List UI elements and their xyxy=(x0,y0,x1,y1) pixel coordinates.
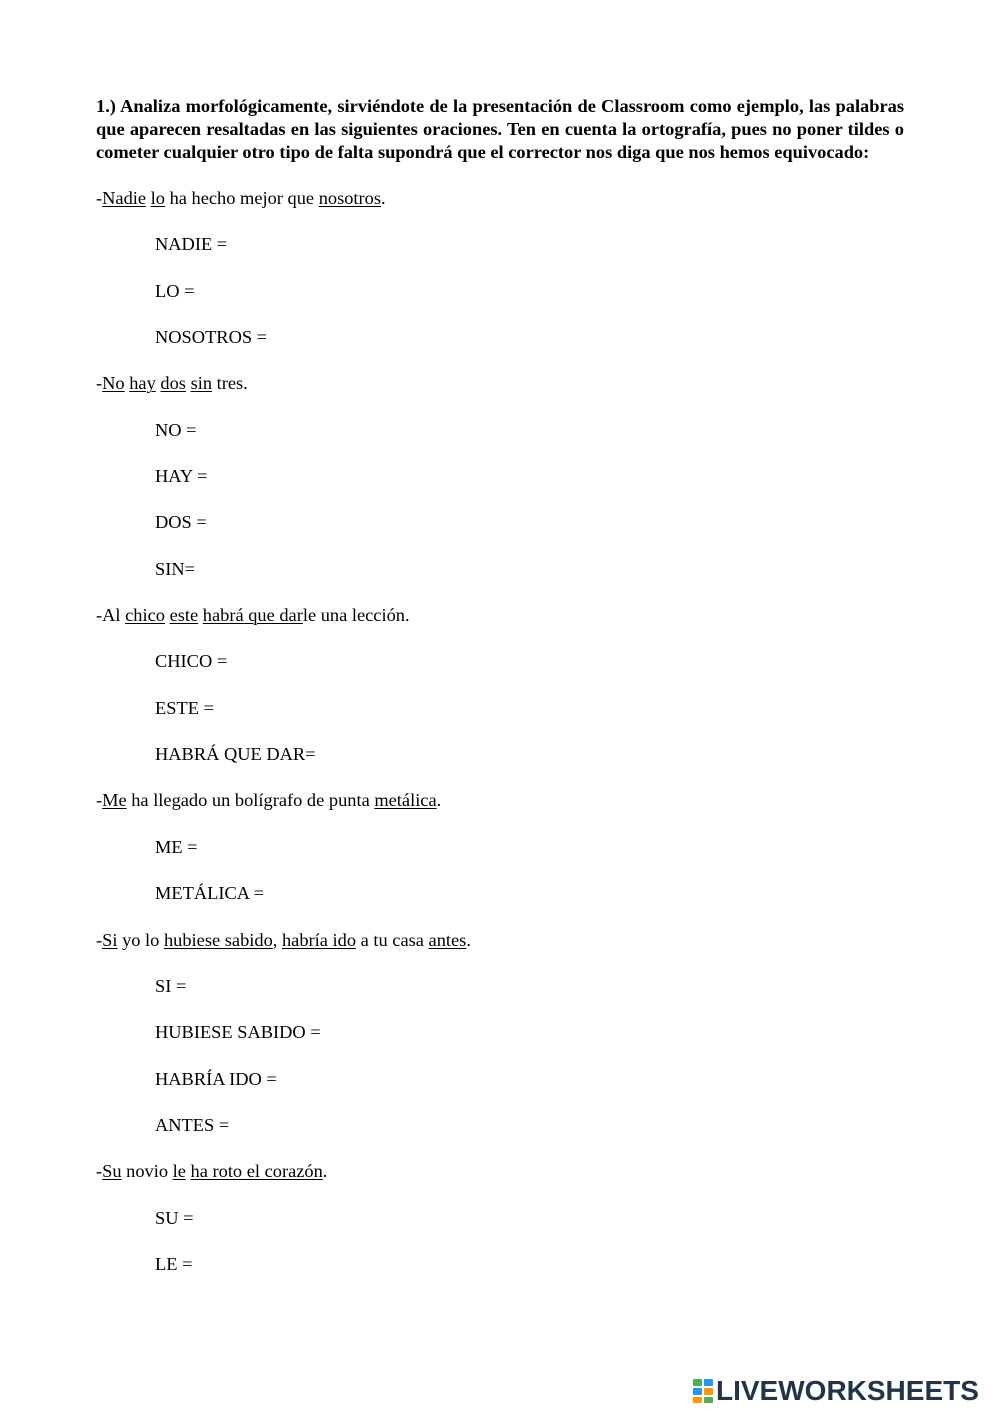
sentence-text: - xyxy=(96,373,103,394)
answer-line: NO = xyxy=(155,419,197,440)
sentence-text: . xyxy=(381,188,386,208)
answer-line: NOSOTROS = xyxy=(155,327,268,348)
highlighted-word: hay xyxy=(129,373,156,394)
answer-line: SI = xyxy=(155,975,187,996)
sentence-text: - xyxy=(96,1161,103,1182)
highlighted-word: hubiese sabido xyxy=(163,929,273,950)
exercise-list xyxy=(96,187,904,1276)
answer-line: HABRÁ QUE DAR= xyxy=(155,744,316,765)
highlighted-word: Su xyxy=(102,1161,122,1182)
worksheet-page xyxy=(96,95,904,1299)
sentence-text: . xyxy=(436,790,442,811)
sentence-text: ha hecho mejor que xyxy=(164,188,319,208)
liveworksheets-logo xyxy=(692,1375,979,1407)
exercise-sentence xyxy=(96,1160,904,1183)
highlighted-word: habría ido xyxy=(281,929,357,950)
highlighted-word: habrá que dar xyxy=(202,605,303,626)
highlighted-word: No xyxy=(102,373,125,394)
highlighted-word: nosotros xyxy=(318,188,382,208)
exercise-sentence xyxy=(96,604,904,627)
highlighted-word: dos xyxy=(160,373,186,394)
instruction-text: 1.) Analiza morfológicamente, sirviéndote de la presentación de Classroom como ejemplo, las palabras que aparecen resaltadas en las siguientes oraciones. Ten en cuenta la ortografía, pues no poner tildes o cometer cualquier otro tipo de falta supondrá que el corrector nos diga que nos hemos equivocado: xyxy=(96,96,904,162)
sentence-text: -Al xyxy=(96,605,126,626)
sentence-text: - xyxy=(96,790,103,811)
answer-line: ESTE = xyxy=(155,697,214,718)
sentence-text: yo lo xyxy=(117,929,164,950)
sentence-text: - xyxy=(96,929,103,950)
highlighted-word: ha roto el corazón xyxy=(190,1161,323,1182)
highlighted-word: metálica xyxy=(374,790,437,811)
answer-line: LE = xyxy=(155,1253,193,1274)
sentence-text: , xyxy=(272,929,282,950)
answer-line: METÁLICA = xyxy=(155,883,264,904)
liveworksheets-logo-text: LIVEWORKSHEETS xyxy=(716,1375,979,1406)
highlighted-word: Nadie xyxy=(102,188,147,208)
sentence-text: . xyxy=(322,1161,328,1182)
answer-line: NADIE = xyxy=(155,234,228,255)
highlighted-word: chico xyxy=(125,605,165,626)
sentence-text: le una lección. xyxy=(302,605,410,626)
highlighted-word: lo xyxy=(150,188,165,208)
highlighted-word: antes xyxy=(428,929,467,950)
sentence-text: - xyxy=(96,188,103,208)
answer-line: SU = xyxy=(155,1207,194,1228)
highlighted-word: sin xyxy=(190,373,213,394)
highlighted-word: este xyxy=(169,605,199,626)
answer-line: LO = xyxy=(155,280,195,301)
exercise-sentence xyxy=(96,789,904,812)
answer-line: HAY = xyxy=(155,466,208,487)
answer-line: HABRÍA IDO = xyxy=(155,1068,277,1089)
answer-line: DOS = xyxy=(155,512,207,533)
exercise-sentence xyxy=(96,187,904,210)
exercise-sentence xyxy=(96,929,904,952)
answer-line: ANTES = xyxy=(155,1114,230,1135)
sentence-text: ha llegado un bolígrafo de punta xyxy=(126,790,375,811)
highlighted-word: Si xyxy=(102,929,118,950)
answer-line: CHICO = xyxy=(155,651,228,672)
answer-line: HUBIESE SABIDO = xyxy=(155,1022,321,1043)
liveworksheets-logo-icon xyxy=(692,1378,714,1404)
sentence-text: a tu casa xyxy=(356,929,429,950)
highlighted-word: Me xyxy=(102,790,127,811)
sentence-text: novio xyxy=(121,1161,173,1182)
sentence-text: tres. xyxy=(212,373,248,394)
answer-line: SIN= xyxy=(155,558,196,579)
answer-line: ME = xyxy=(155,836,198,857)
exercise-sentence xyxy=(96,372,904,395)
sentence-text: . xyxy=(466,929,471,950)
highlighted-word: le xyxy=(172,1161,186,1182)
